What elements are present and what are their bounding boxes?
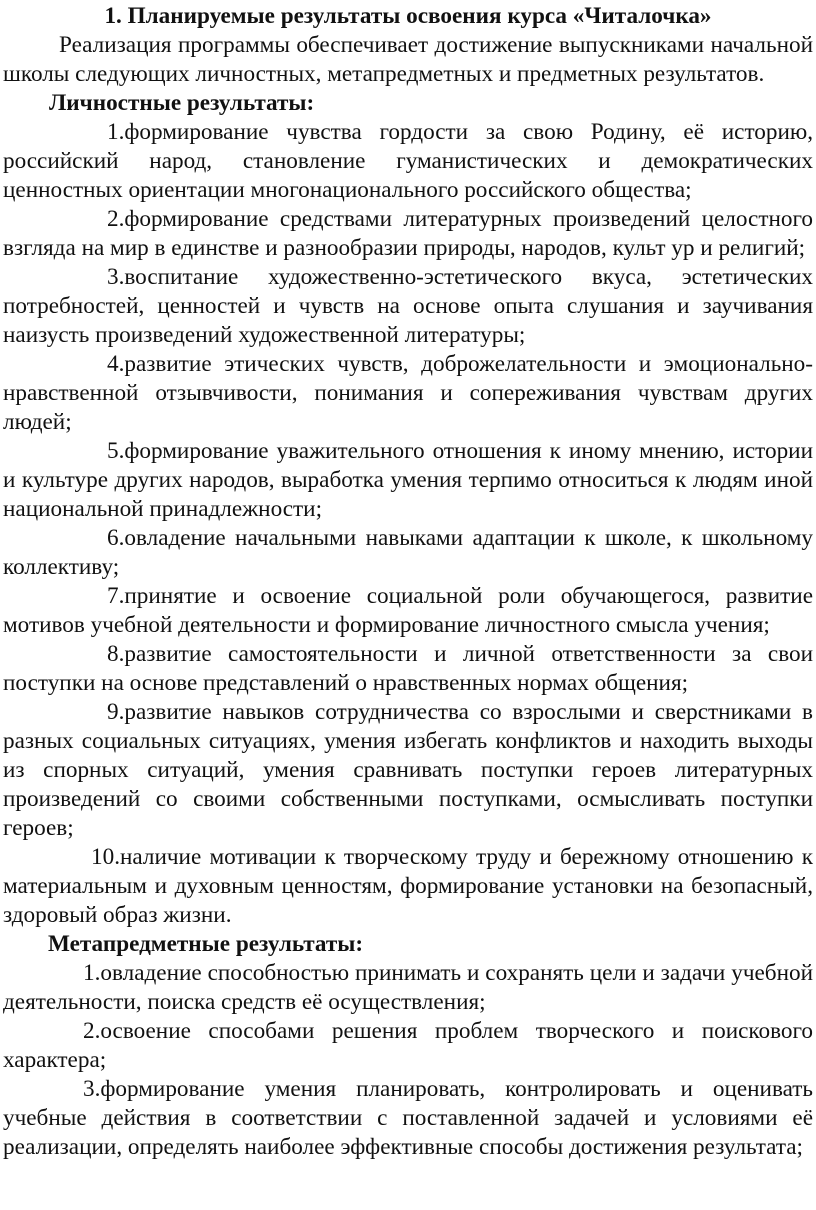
item-number: 1. <box>107 119 125 145</box>
item-text: развитие самостоятельности и личной ответственности за свои поступки на основе представлений о нравственных нормах общения; <box>3 641 813 696</box>
item-number: 8. <box>107 641 125 667</box>
item-number: 1. <box>83 960 101 986</box>
personal-item-3 <box>3 263 813 350</box>
item-number: 3. <box>83 1076 101 1102</box>
document-page <box>3 0 813 1162</box>
personal-item-2 <box>3 205 813 263</box>
meta-results-heading: Метапредметные результаты: <box>48 931 364 957</box>
personal-item-7 <box>3 582 813 640</box>
personal-item-5 <box>3 437 813 524</box>
item-text: формирование уважительного отношения к иному мнению, истории и культуре других народов, выработка умения терпимо относиться к людям иной национальной принадлежности; <box>3 438 813 522</box>
personal-item-10 <box>3 843 813 930</box>
item-text: развитие этических чувств, доброжелательности и эмоционально-нравственной отзывчивости, понимания и сопереживания чувствам других людей; <box>3 351 813 435</box>
meta-item-3 <box>3 1075 813 1162</box>
item-number: 4. <box>107 351 125 377</box>
personal-item-6 <box>3 524 813 582</box>
item-number: 2. <box>83 1018 101 1044</box>
item-text: воспитание художественно-эстетического вкуса, эстетических потребностей, ценностей и чувств на основе опыта слушания и заучивания наизусть произведений художественной литературы; <box>3 264 813 348</box>
personal-item-4 <box>3 350 813 437</box>
item-number: 5. <box>107 438 125 464</box>
item-number: 3. <box>107 264 125 290</box>
item-number: 7. <box>107 583 125 609</box>
item-text: освоение способами решения проблем творческого и поискового характера; <box>3 1018 813 1073</box>
personal-item-8 <box>3 640 813 698</box>
personal-item-1 <box>3 118 813 205</box>
intro-paragraph: Реализация программы обеспечивает достижение выпускниками начальной школы следующих личностных, метапредметных и предметных результатов. <box>3 32 813 87</box>
item-number: 10. <box>91 844 120 870</box>
section-title: 1. Планируемые результаты освоения курса «Читалочка» <box>104 3 712 29</box>
personal-results-heading: Личностные результаты: <box>49 90 315 116</box>
item-text: формирование чувства гордости за свою Родину, её историю, российский народ, становление гуманистических и демократических ценностных ориентации многонационального российского общества; <box>3 119 813 203</box>
meta-item-1 <box>3 959 813 1017</box>
item-number: 9. <box>107 699 125 725</box>
item-text: формирование умения планировать, контролировать и оценивать учебные действия в соответствии с поставленной задачей и условиями её реализации, определять наиболее эффективные способы достижения результата; <box>3 1076 813 1160</box>
item-number: 2. <box>107 206 125 232</box>
item-text: овладение способностью принимать и сохранять цели и задачи учебной деятельности, поиска средств её осуществления; <box>3 960 813 1015</box>
item-text: овладение начальными навыками адаптации к школе, к школьному коллективу; <box>3 525 813 580</box>
item-number: 6. <box>107 525 125 551</box>
meta-item-2 <box>3 1017 813 1075</box>
item-text: развитие навыков сотрудничества со взрослыми и сверстниками в разных социальных ситуациях, умения избегать конфликтов и находить выходы из спорных ситуаций, умения сравнивать поступки героев литературных произведений со своими собственными поступками, осмысливать поступки героев; <box>3 699 813 841</box>
item-text: наличие мотивации к творческому труду и бережному отношению к материальным и духовным ценностям, формирование установки на безопасный, здоровый образ жизни. <box>3 844 813 928</box>
item-text: принятие и освоение социальной роли обучающегося, развитие мотивов учебной деятельности и формирование личностного смысла учения; <box>3 583 813 638</box>
personal-item-9 <box>3 698 813 843</box>
item-text: формирование средствами литературных произведений целостного взгляда на мир в единстве и разнообразии природы, народов, культ ур и религий; <box>3 206 813 261</box>
